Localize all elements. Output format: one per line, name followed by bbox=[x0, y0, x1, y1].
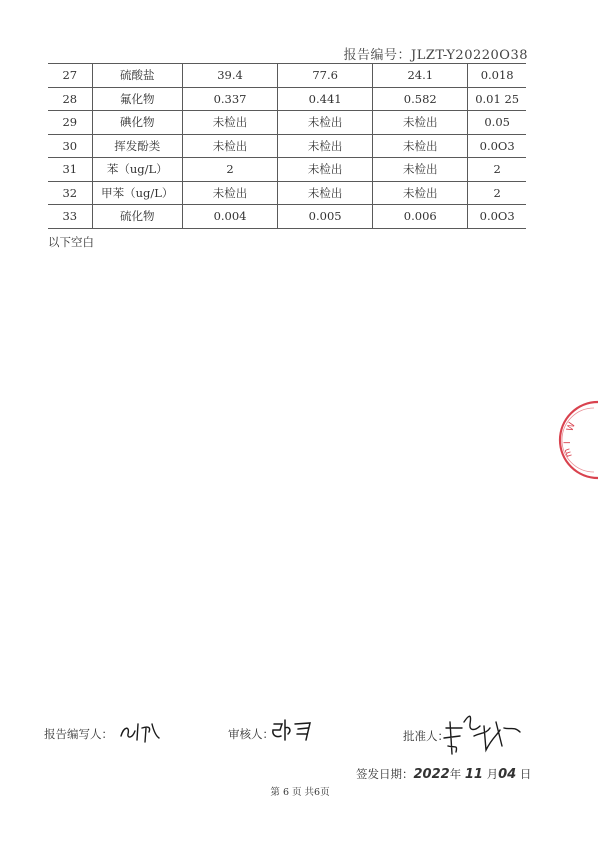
table-row bbox=[48, 111, 526, 135]
value-1: 0.337 bbox=[182, 87, 277, 111]
approver-label: 批准人： bbox=[403, 729, 449, 743]
item-name: 氟化物 bbox=[92, 87, 182, 111]
limit-value: 0.0O3 bbox=[468, 134, 526, 158]
value-1: 未检出 bbox=[182, 181, 277, 205]
value-2: 0.441 bbox=[278, 87, 373, 111]
svg-text:I: I bbox=[563, 441, 573, 444]
svg-text:m: m bbox=[562, 446, 575, 459]
value-2: 77.6 bbox=[278, 64, 373, 88]
table-row bbox=[48, 158, 526, 182]
item-name: 甲苯（ug/L） bbox=[92, 181, 182, 205]
issue-day: 04 bbox=[498, 767, 517, 782]
report-number: 报告编号：JLZT-Y20220O38 bbox=[343, 48, 528, 63]
value-1: 0.004 bbox=[182, 205, 277, 229]
value-3: 未检出 bbox=[373, 134, 468, 158]
limit-value: 0.05 bbox=[468, 111, 526, 135]
row-number: 29 bbox=[48, 111, 92, 135]
issue-year-unit: 年 bbox=[449, 767, 462, 781]
page-number: 第 6 页 共6页 bbox=[270, 787, 330, 798]
row-number: 32 bbox=[48, 181, 92, 205]
limit-value: 2 bbox=[468, 158, 526, 182]
item-name: 挥发酚类 bbox=[92, 134, 182, 158]
value-3: 未检出 bbox=[373, 158, 468, 182]
limit-value: 2 bbox=[468, 181, 526, 205]
value-3: 未检出 bbox=[373, 111, 468, 135]
value-2: 0.005 bbox=[278, 205, 373, 229]
value-1: 2 bbox=[182, 158, 277, 182]
table-row bbox=[48, 134, 526, 158]
value-3: 未检出 bbox=[373, 181, 468, 205]
limit-value: 0.01 25 bbox=[468, 87, 526, 111]
value-3: 0.006 bbox=[373, 205, 468, 229]
value-3: 24.1 bbox=[373, 64, 468, 88]
value-3: 0.582 bbox=[373, 87, 468, 111]
seal-stamp bbox=[552, 400, 600, 480]
issue-month-unit: 月 bbox=[486, 767, 499, 781]
row-number: 30 bbox=[48, 134, 92, 158]
blank-note: 以下空白 bbox=[48, 235, 94, 249]
row-number: 28 bbox=[48, 87, 92, 111]
item-name: 硫化物 bbox=[92, 205, 182, 229]
limit-value: 0.0O3 bbox=[468, 205, 526, 229]
item-name: 碘化物 bbox=[92, 111, 182, 135]
reviewer-label: 审核人： bbox=[228, 727, 274, 741]
row-number: 33 bbox=[48, 205, 92, 229]
value-1: 未检出 bbox=[182, 111, 277, 135]
table-row bbox=[48, 205, 526, 229]
limit-value: 0.018 bbox=[468, 64, 526, 88]
svg-text:W: W bbox=[565, 421, 578, 434]
value-2: 未检出 bbox=[278, 111, 373, 135]
writer-label: 报告编写人： bbox=[44, 727, 113, 741]
row-number: 27 bbox=[48, 64, 92, 88]
approver-signature bbox=[440, 708, 524, 758]
issue-year: 2022 bbox=[413, 767, 450, 782]
row-number: 31 bbox=[48, 158, 92, 182]
issue-date-label: 签发日期： bbox=[356, 767, 414, 781]
table-row bbox=[48, 64, 526, 88]
results-table bbox=[48, 63, 526, 229]
reviewer-signature bbox=[270, 716, 318, 744]
table-row bbox=[48, 181, 526, 205]
writer-signature bbox=[118, 718, 162, 744]
item-name: 苯（ug/L） bbox=[92, 158, 182, 182]
issue-month: 11 bbox=[464, 767, 483, 782]
item-name: 硫酸盐 bbox=[92, 64, 182, 88]
value-1: 未检出 bbox=[182, 134, 277, 158]
table-row bbox=[48, 87, 526, 111]
value-2: 未检出 bbox=[278, 134, 373, 158]
value-2: 未检出 bbox=[278, 181, 373, 205]
value-1: 39.4 bbox=[182, 64, 277, 88]
value-2: 未检出 bbox=[278, 158, 373, 182]
issue-day-unit: 日 bbox=[519, 767, 532, 781]
issue-date bbox=[356, 766, 531, 782]
